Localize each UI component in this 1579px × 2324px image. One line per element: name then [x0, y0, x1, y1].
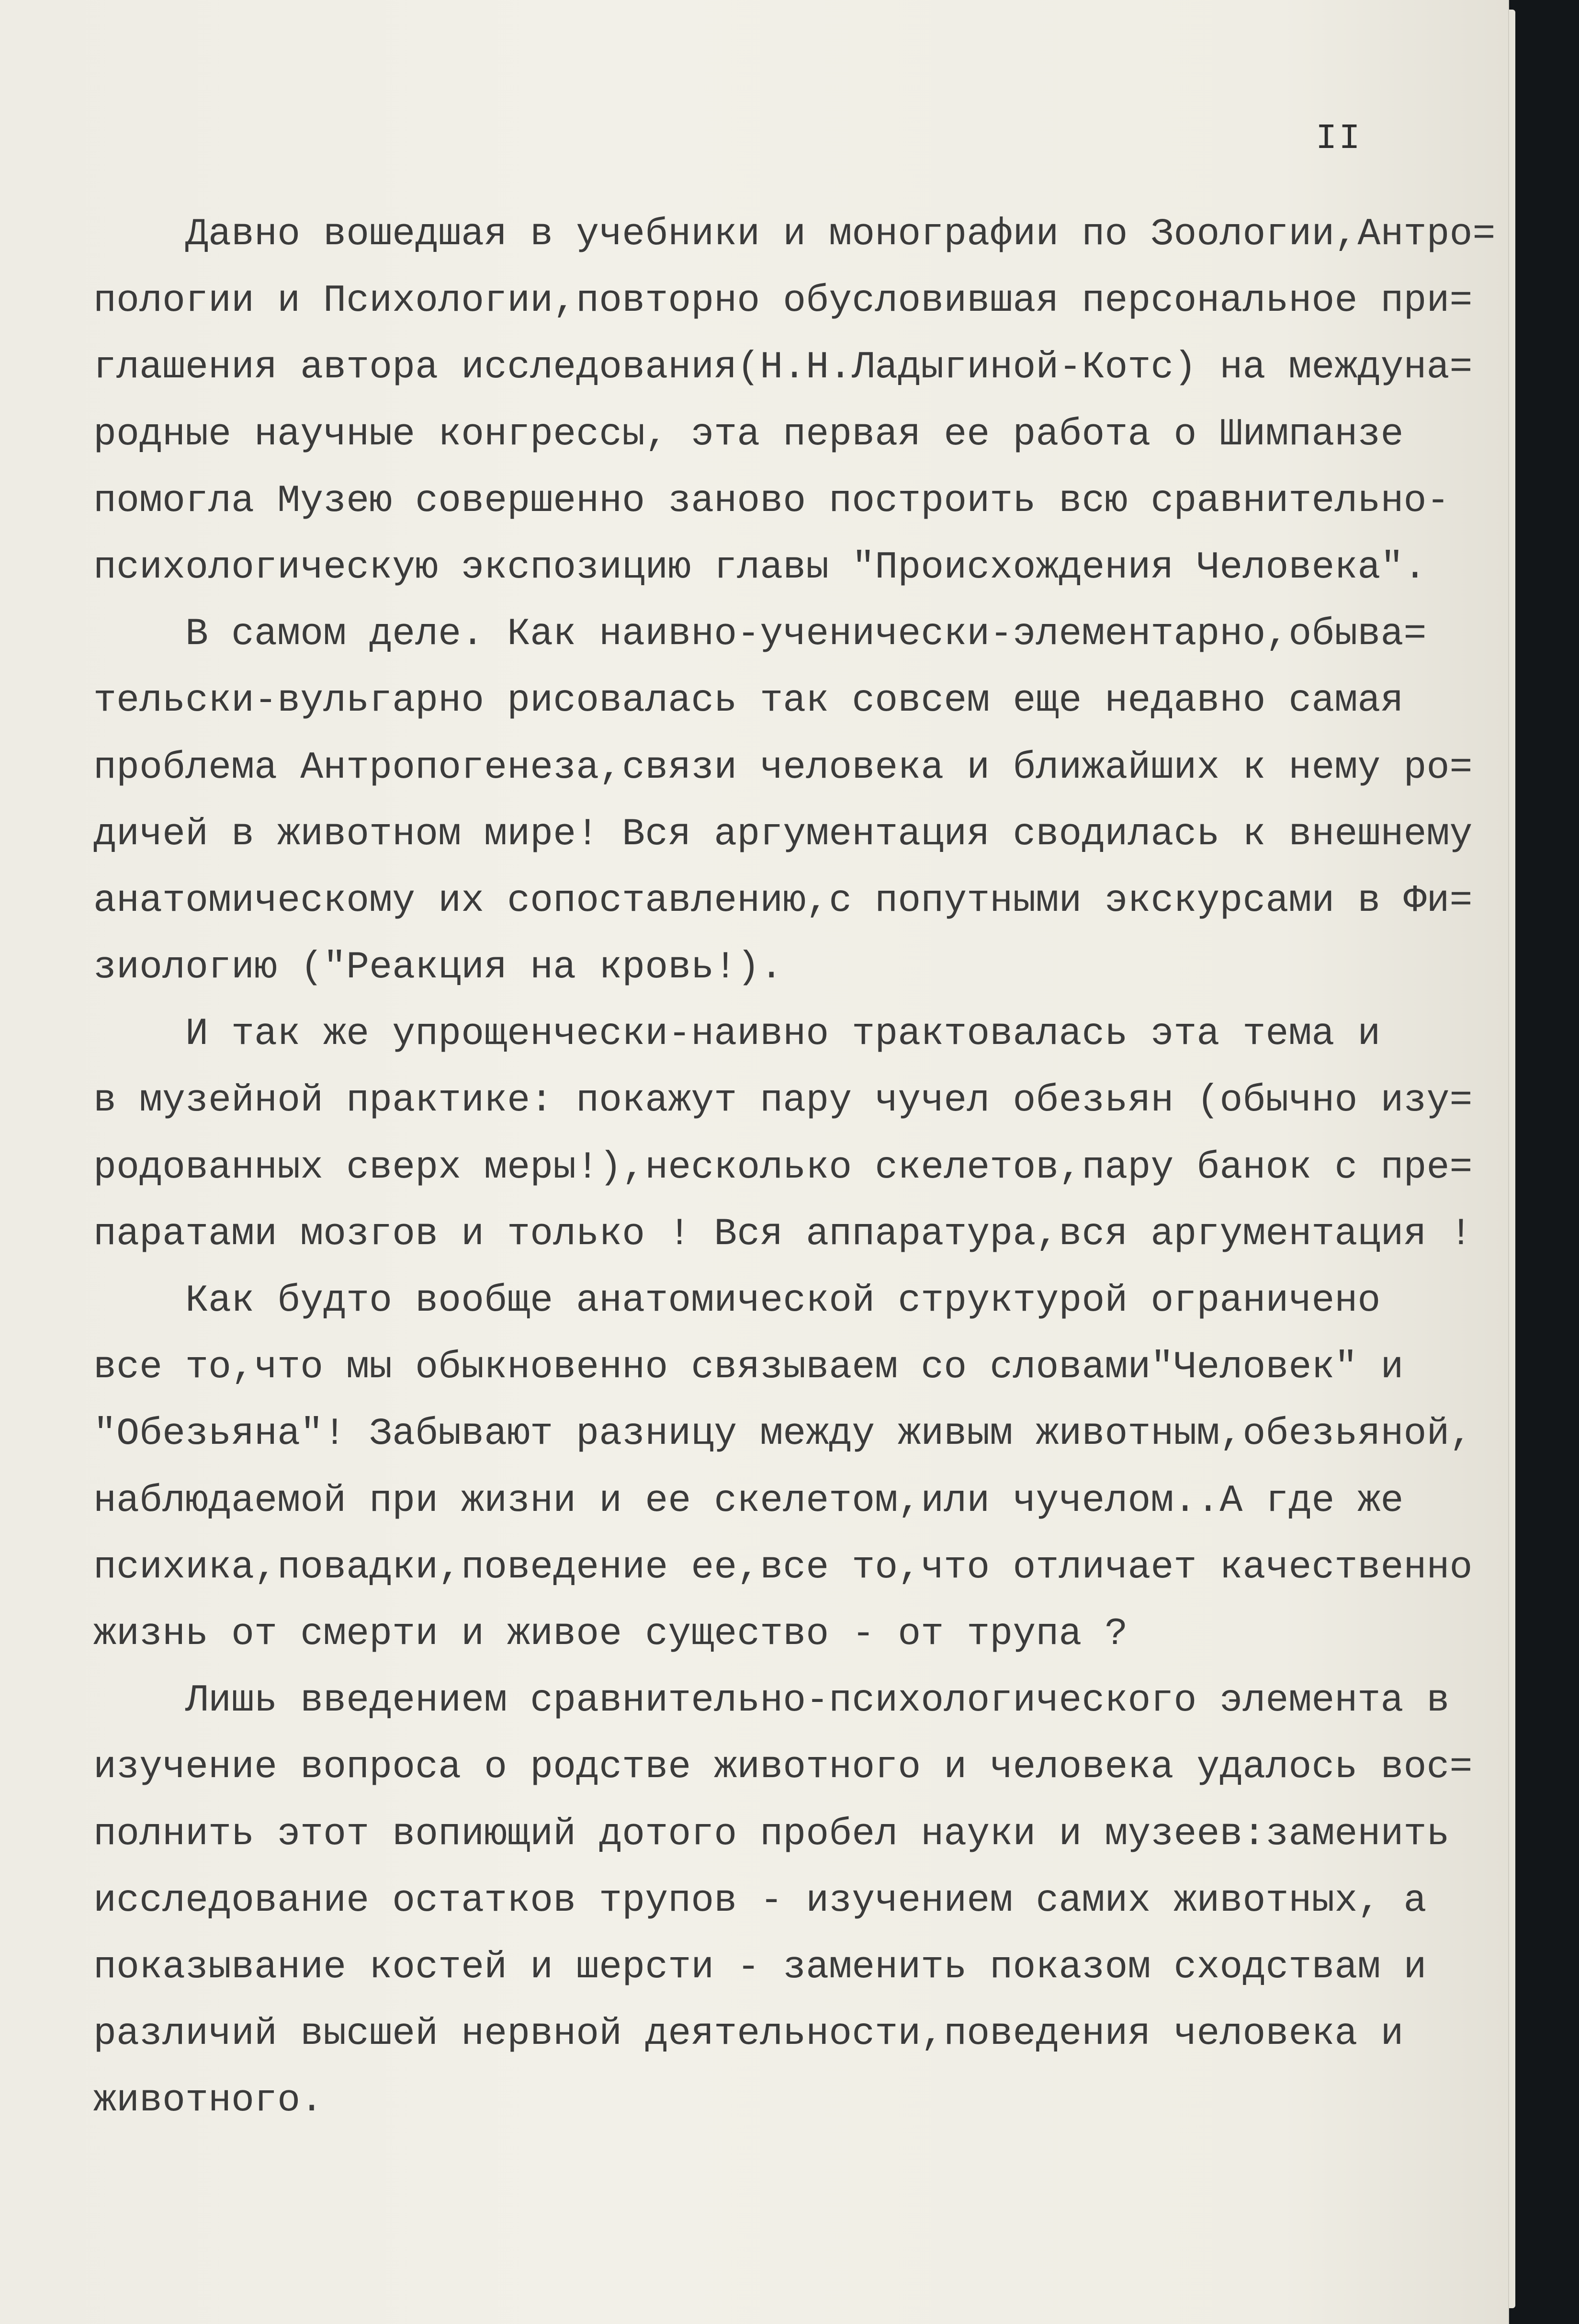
text-line: паратами мозгов и только ! Вся аппаратура,вся аргументация ! — [93, 1212, 1473, 1256]
page-number: II — [1316, 119, 1362, 159]
text-line: пологии и Психологии,повторно обусловившая персональное при= — [93, 279, 1473, 323]
text-line: показывание костей и шерсти - заменить показом сходствам и — [93, 1945, 1427, 1989]
text-line: тельски-вульгарно рисовалась так совсем еще недавно самая — [93, 679, 1404, 723]
text-line: дичей в животном мире! Вся аргументация сводилась к внешнему — [93, 812, 1473, 856]
text-line: И так же упрощенчески-наивно трактовалась эта тема и — [93, 1012, 1381, 1056]
text-line: исследование остатков трупов - изучением самих животных, а — [93, 1879, 1427, 1923]
text-line: анатомическому их сопоставлению,с попутными экскурсами в Фи= — [93, 879, 1473, 923]
text-line: "Обезьяна"! Забывают разницу между живым животным,обезьяной, — [93, 1412, 1473, 1456]
text-line: жизнь от смерти и живое существо - от трупа ? — [93, 1612, 1128, 1656]
text-line: различий высшей нервной деятельности,поведения человека и — [93, 2012, 1404, 2056]
text-line: родные научные конгрессы, эта первая ее работа о Шимпанзе — [93, 412, 1404, 456]
text-line: все то,что мы обыкновенно связываем со словами"Человек" и — [93, 1346, 1404, 1390]
text-line: психика,повадки,поведение ее,все то,что отличает качественно — [93, 1545, 1473, 1589]
text-line: проблема Антропогенеза,связи человека и ближайших к нему ро= — [93, 746, 1473, 790]
text-line: наблюдаемой при жизни и ее скелетом,или чучелом..А где же — [93, 1479, 1404, 1523]
text-line: зиологию ("Реакция на кровь!). — [93, 946, 783, 990]
text-line: Давно вошедшая в учебники и монографии по Зоологии,Антро= — [93, 213, 1496, 256]
text-line: полнить этот вопиющий дотого пробел науки и музеев:заменить — [93, 1812, 1450, 1856]
text-line: животного. — [93, 2079, 324, 2123]
typed-text-body — [93, 201, 1496, 2134]
text-line: родованных сверх меры!),несколько скелетов,пару банок с пре= — [93, 1145, 1473, 1190]
text-line: изучение вопроса о родстве животного и человека удалось вос= — [93, 1746, 1473, 1790]
text-line: Лишь введением сравнительно-психологического элемента в — [93, 1679, 1450, 1723]
text-line: помогла Музею совершенно заново построить всю сравнительно- — [93, 479, 1450, 523]
text-line: психологическую экспозицию главы "Происхождения Человека". — [93, 545, 1427, 590]
text-line: глашения автора исследования(Н.Н.Ладыгиной-Котс) на междуна= — [93, 346, 1473, 390]
text-line: В самом деле. Как наивно-ученически-элементарно,обыва= — [93, 612, 1427, 657]
text-line: Как будто вообще анатомической структурой ограничено — [93, 1279, 1381, 1323]
text-line: в музейной практике: покажут пару чучел обезьян (обычно изу= — [93, 1079, 1473, 1123]
